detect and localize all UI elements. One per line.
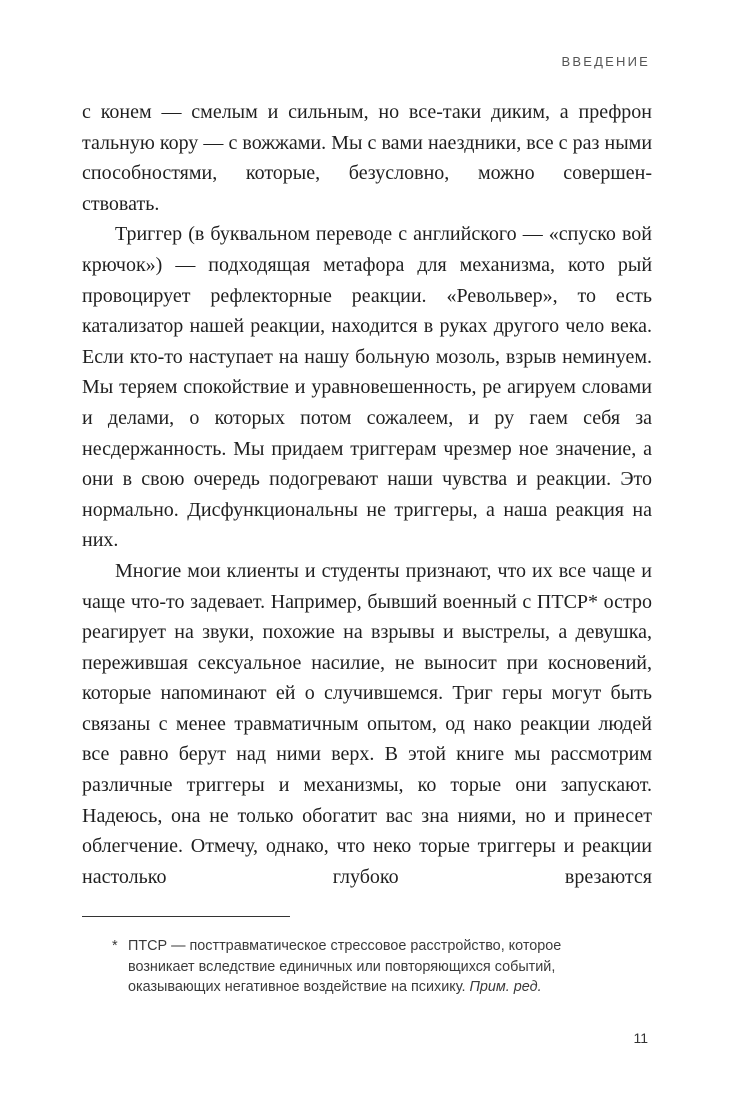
footnote-line-last xyxy=(128,977,662,998)
text-line: и чаще что-то задевает. Например, бывший военный с ПТСР* xyxy=(82,559,652,613)
text-line: Многие мои клиенты и студенты признают, что их все чаще xyxy=(115,559,642,582)
editor-note: Прим. ред. xyxy=(469,979,542,995)
text-line: торые они запускают. Надеюсь, она не только обогатит вас зна xyxy=(82,774,653,827)
text-line: Триггер (в буквальном переводе с английского — «спуско xyxy=(115,223,616,246)
text-line: ными способностями, которые, безусловно, можно совершен- xyxy=(82,131,653,185)
text-line: века. Если кто-то наступает на нашу больную мозоль, взрыв xyxy=(82,315,652,368)
footnote-mark: * xyxy=(112,938,118,954)
text-line: гаем себя за несдержанность. Мы придаем триггерам чрезмер xyxy=(82,406,653,460)
main-text xyxy=(82,97,652,892)
text-line: ниями, но и принесет облегчение. Отмечу, однако, что неко xyxy=(82,804,653,858)
footnote-divider xyxy=(82,916,290,917)
footnote xyxy=(112,936,662,998)
text-line: а наша реакция на них. xyxy=(82,498,652,552)
text-line: книге мы рассмотрим различные триггеры и механизмы, ко xyxy=(82,743,652,797)
text-line: ное значение, а они в свою очередь подогревают наши чувства xyxy=(82,437,652,491)
text-line: вой крючок») — подходящая метафора для механизма, кото xyxy=(82,223,653,276)
text-line: косновений, которые напоминают ей о случившемся. Триг xyxy=(82,651,652,705)
running-header: ВВЕДЕНИЕ xyxy=(561,54,650,69)
text-line: ствовать. xyxy=(82,192,160,215)
text-line: а девушка, пережившая сексуальное насилие, не выносит при xyxy=(82,621,653,674)
paragraph-2 xyxy=(82,219,652,556)
text-line: агируем словами и делами, о которых потом сожалеем, и ру xyxy=(82,376,652,429)
paragraph-3 xyxy=(82,556,652,893)
paragraph-1-end xyxy=(82,189,652,220)
text-line: катализатор нашей реакции, находится в руках другого чело xyxy=(82,315,605,338)
text-line: неминуем. Мы теряем спокойствие и уравновешенность, ре xyxy=(82,345,652,399)
text-line: с конем — смелым и сильным, но все-таки диким, а префрон xyxy=(82,101,652,123)
text-line: нако реакции людей все равно берут над ними верх. В этой xyxy=(82,712,652,766)
text-line: тальную кору — с вожжами. Мы с вами наездники, все с раз xyxy=(82,131,600,154)
page-number: 11 xyxy=(633,1030,648,1046)
text-line: остро реагирует на звуки, похожие на взрывы и выстрелы, xyxy=(82,590,652,644)
footnote-text: оказывающих негативное воздействие на психику. xyxy=(128,979,466,995)
text-line: геры могут быть связаны с менее травматичным опытом, од xyxy=(82,682,653,735)
text-line: рый провоцирует рефлекторные реакции. «Револьвер», то есть xyxy=(82,253,653,307)
text-line: торые триггеры и реакции настолько глубоко врезаются xyxy=(82,835,652,888)
text-line: и реакции. Это нормально. Дисфункциональны не триггеры, xyxy=(82,468,652,521)
footnote-line: возникает вследствие единичных или повторяющихся событий, xyxy=(128,958,556,975)
paragraph-1 xyxy=(82,97,652,189)
footnote-line: ПТСР — посттравматическое стрессовое расстройство, которое xyxy=(128,938,562,954)
